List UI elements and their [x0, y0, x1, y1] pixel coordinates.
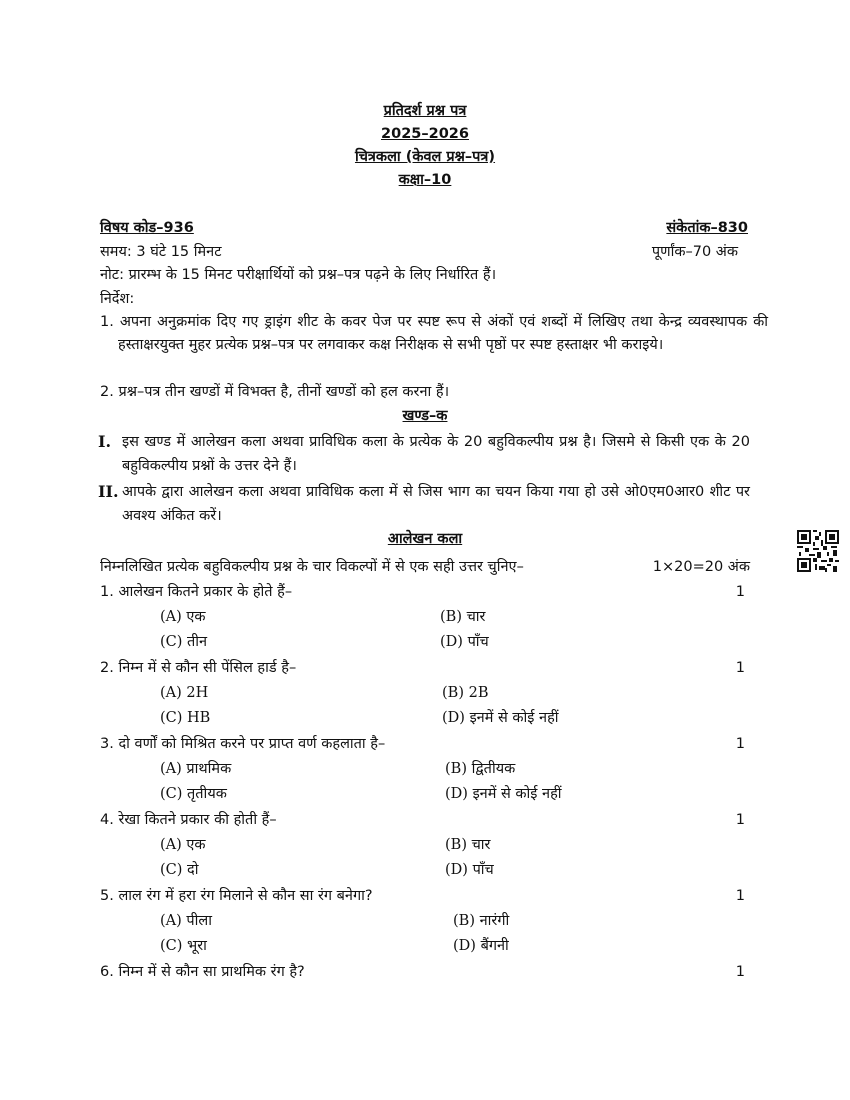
option-label: (A)	[160, 685, 182, 701]
question-marks: 1	[735, 584, 745, 600]
option-text: पाँच	[467, 634, 489, 650]
option-a	[160, 681, 208, 705]
option-label: (A)	[160, 837, 182, 853]
option-text: इनमें से कोई नहीं	[472, 786, 562, 802]
part-title: आलेखन कला	[387, 531, 463, 547]
class-label: कक्षा–10	[398, 172, 452, 188]
option-b	[440, 605, 486, 629]
option-text: एक	[186, 609, 206, 625]
option-text: प्राथमिक	[186, 761, 232, 777]
option-b	[442, 681, 488, 705]
option-label: (B)	[445, 837, 467, 853]
section-point-text: आपके द्वारा आलेखन कला अथवा प्राविधिक कला में से जिस भाग का चयन किया गया हो उसे ओ0एम0आर0 शीट पर अवश्य अंकित करें।	[122, 484, 750, 524]
question-marks: 1	[735, 736, 745, 752]
part-instruction-row	[100, 555, 750, 579]
option-d	[453, 934, 509, 958]
time-marks-row	[100, 240, 748, 264]
question-text: 3. दो वर्णों को मिश्रित करने पर प्राप्त वर्ण कहलाता है–	[100, 736, 386, 752]
option-c	[160, 934, 207, 958]
roman-numeral: II.	[98, 482, 119, 501]
option-label: (D)	[442, 710, 465, 726]
question-row	[100, 732, 745, 756]
question-text: 6. निम्न में से कौन सा प्राथमिक रंग है?	[100, 964, 305, 980]
paper-title: प्रतिदर्श प्रश्न पत्र	[383, 103, 467, 119]
question-row	[100, 884, 745, 908]
section-point-2	[98, 480, 750, 528]
question-text: 4. रेखा कितने प्रकार की होती हैं–	[100, 812, 277, 828]
option-text: भूरा	[187, 938, 207, 954]
question-row	[100, 960, 745, 984]
option-label: (D)	[440, 634, 463, 650]
option-c	[160, 858, 199, 882]
option-label: (C)	[160, 786, 183, 802]
option-label: (C)	[160, 710, 183, 726]
option-c	[160, 630, 207, 654]
option-label: (B)	[440, 609, 462, 625]
option-text: एक	[186, 837, 206, 853]
part-instruction: निम्नलिखित प्रत्येक बहुविकल्पीय प्रश्न के चार विकल्पों में से एक सही उत्तर चुनिए–	[100, 559, 524, 575]
subject-code: विषय कोड–936	[100, 220, 194, 236]
option-d	[440, 630, 489, 654]
section-title: खण्ड–क	[402, 408, 448, 424]
option-text: दो	[187, 862, 199, 878]
option-label: (B)	[453, 913, 475, 929]
max-marks: पूर्णांक–70 अंक	[651, 244, 738, 260]
question-row	[100, 656, 745, 680]
instruction-1: 1. अपना अनुक्रमांक दिए गए ड्राइंग शीट के कवर पेज पर स्पष्ट रूप से अंकों एवं शब्दों में लिखिए तथा केन्द्र व्यवस्थापक की हस्ताक्षरयुक्त मुहर प्रत्येक प्रश्न–पत्र पर लगवाकर कक्ष निरीक्षक से सभी पृष्ठों पर स्पष्ट हस्ताक्षर भी कराइये।	[100, 314, 768, 353]
option-text: HB	[187, 710, 211, 726]
question-text: 5. लाल रंग में हरा रंग मिलाने से कौन सा रंग बनेगा?	[100, 888, 373, 904]
option-text: 2B	[468, 685, 489, 701]
option-b	[445, 833, 491, 857]
option-c	[160, 706, 210, 730]
option-d	[445, 782, 562, 806]
option-text: इनमें से कोई नहीं	[469, 710, 559, 726]
option-label: (A)	[160, 913, 182, 929]
option-text: बैंगनी	[480, 938, 509, 954]
part-heading	[0, 527, 850, 551]
question-marks: 1	[735, 964, 745, 980]
option-label: (A)	[160, 609, 182, 625]
question-text: 1. आलेखन कितने प्रकार के होते हैं–	[100, 584, 293, 600]
instruction-2: 2. प्रश्न–पत्र तीन खण्डों में विभक्त है, तीनों खण्डों को हल करना हैं।	[100, 384, 450, 400]
option-a	[160, 605, 206, 629]
option-text: द्वितीयक	[471, 761, 516, 777]
option-text: चार	[466, 609, 486, 625]
option-label: (C)	[160, 938, 183, 954]
question-marks: 1	[735, 812, 745, 828]
option-b	[453, 909, 509, 933]
section-heading	[0, 404, 850, 428]
option-text: पीला	[186, 913, 212, 929]
paper-header	[0, 100, 850, 192]
roman-numeral: I.	[98, 432, 112, 451]
question-text: 2. निम्न में से कौन सी पेंसिल हार्ड है–	[100, 660, 297, 676]
option-a	[160, 757, 231, 781]
section-point-1	[98, 430, 750, 478]
option-label: (A)	[160, 761, 182, 777]
option-label: (B)	[445, 761, 467, 777]
option-d	[445, 858, 494, 882]
option-b	[445, 757, 515, 781]
option-label: (B)	[442, 685, 464, 701]
option-a	[160, 833, 206, 857]
option-label: (C)	[160, 634, 183, 650]
question-row	[100, 808, 745, 832]
time-allowed: समय: 3 घंटे 15 मिनट	[100, 244, 222, 260]
option-text: चार	[471, 837, 491, 853]
question-marks: 1	[735, 660, 745, 676]
session-year: 2025–2026	[381, 126, 469, 142]
paper-code: संकेतांक–830	[666, 220, 748, 236]
option-text: नारंगी	[479, 913, 510, 929]
option-text: 2H	[186, 685, 209, 701]
option-label: (C)	[160, 862, 183, 878]
qr-code	[797, 530, 839, 572]
option-label: (D)	[445, 786, 468, 802]
option-a	[160, 909, 212, 933]
section-point-text: इस खण्ड में आलेखन कला अथवा प्राविधिक कला के प्रत्येक के 20 बहुविकल्पीय प्रश्न है। जिसमे से किसी एक के 20 बहुविकल्पीय प्रश्नों के उत्तर देने हैं।	[122, 434, 750, 474]
option-c	[160, 782, 227, 806]
option-text: तीन	[187, 634, 208, 650]
subject-title: चित्रकला (केवल प्रश्न–पत्र)	[354, 149, 496, 165]
note: नोट: प्रारम्भ के 15 मिनट परीक्षार्थियों को प्रश्न–पत्र पढ़ने के लिए निर्धारित हैं।	[100, 267, 497, 283]
option-label: (D)	[445, 862, 468, 878]
option-d	[442, 706, 559, 730]
option-text: पाँच	[472, 862, 494, 878]
question-row	[100, 580, 745, 604]
code-row	[100, 216, 748, 240]
instructions-label: निर्देश:	[100, 291, 135, 307]
option-text: तृतीयक	[187, 786, 227, 802]
part-marks: 1×20=20 अंक	[652, 559, 750, 575]
option-label: (D)	[453, 938, 476, 954]
question-marks: 1	[735, 888, 745, 904]
